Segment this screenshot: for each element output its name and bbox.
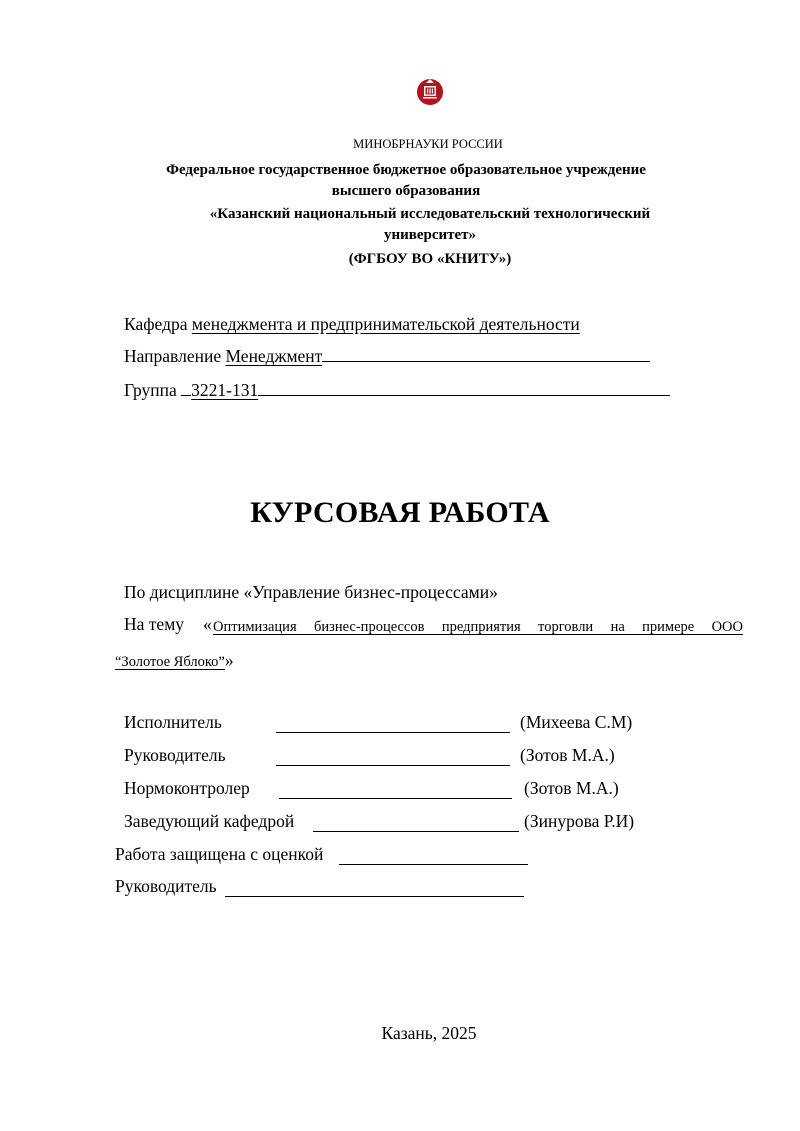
head-name: (Зинурова Р.И) bbox=[524, 811, 635, 831]
topic-row bbox=[124, 614, 184, 635]
org-line-2: высшего образования bbox=[331, 183, 481, 199]
topic-label: На тему bbox=[124, 614, 185, 634]
executor-signature-line bbox=[276, 731, 510, 733]
department-row bbox=[124, 314, 580, 335]
supervisor-name: (Зотов М.А.) bbox=[520, 745, 615, 765]
discipline-line: По дисциплине «Управление бизнес-процессами» bbox=[124, 582, 498, 602]
supervisor-signature-line bbox=[276, 764, 510, 766]
topic-line-2 bbox=[115, 650, 234, 671]
topic-open-quote: « bbox=[203, 614, 212, 634]
direction-blank-line bbox=[322, 360, 650, 362]
head-label: Заведующий кафедрой bbox=[124, 811, 295, 831]
executor-name: (Михеева С.М) bbox=[520, 712, 633, 732]
normcontroller-name: (Зотов М.А.) bbox=[524, 778, 619, 798]
topic-value-line-2: “Золотое Яблоко” bbox=[115, 654, 225, 670]
ministry-label: МИНОБРНАУКИ РОССИИ bbox=[353, 137, 503, 151]
group-row bbox=[124, 380, 670, 401]
supervisor-label: Руководитель bbox=[124, 745, 226, 765]
head-signature-line bbox=[313, 830, 519, 832]
supervisor2-signature-line bbox=[225, 895, 524, 897]
department-value: менеджмента и предпринимательской деятельности bbox=[191, 314, 580, 334]
supervisor2-label: Руководитель bbox=[115, 876, 217, 896]
document-title: КУРСОВАЯ РАБОТА bbox=[250, 496, 550, 529]
normcontroller-signature-line bbox=[279, 797, 512, 799]
normcontroller-label: Нормоконтролер bbox=[124, 778, 250, 798]
grade-blank-line bbox=[339, 863, 528, 865]
direction-label: Направление bbox=[124, 346, 222, 366]
university-line-1: «Казанский национальный исследовательский технологический bbox=[209, 206, 651, 222]
org-line-1: Федеральное государственное бюджетное образовательное учреждение bbox=[166, 162, 646, 178]
group-label: Группа bbox=[124, 380, 177, 400]
group-blank-line bbox=[258, 394, 670, 396]
department-label: Кафедра bbox=[124, 314, 188, 334]
university-abbreviation: (ФГБОУ ВО «КНИТУ») bbox=[348, 251, 512, 267]
group-blank-lead bbox=[181, 394, 191, 396]
city-year: Казань, 2025 bbox=[381, 1023, 477, 1043]
executor-label: Исполнитель bbox=[124, 712, 222, 732]
university-emblem-icon bbox=[415, 77, 445, 107]
direction-row bbox=[124, 346, 650, 367]
topic-close-quote: » bbox=[224, 650, 234, 670]
topic-value-line-1: Оптимизация бизнес-процессов предприятия торговли на примере ООО bbox=[213, 619, 743, 635]
university-line-2: университет» bbox=[383, 227, 477, 243]
defended-label: Работа защищена с оценкой bbox=[115, 844, 324, 864]
direction-value: Менеджмент bbox=[225, 346, 323, 366]
group-value: 3221-131 bbox=[191, 380, 259, 400]
